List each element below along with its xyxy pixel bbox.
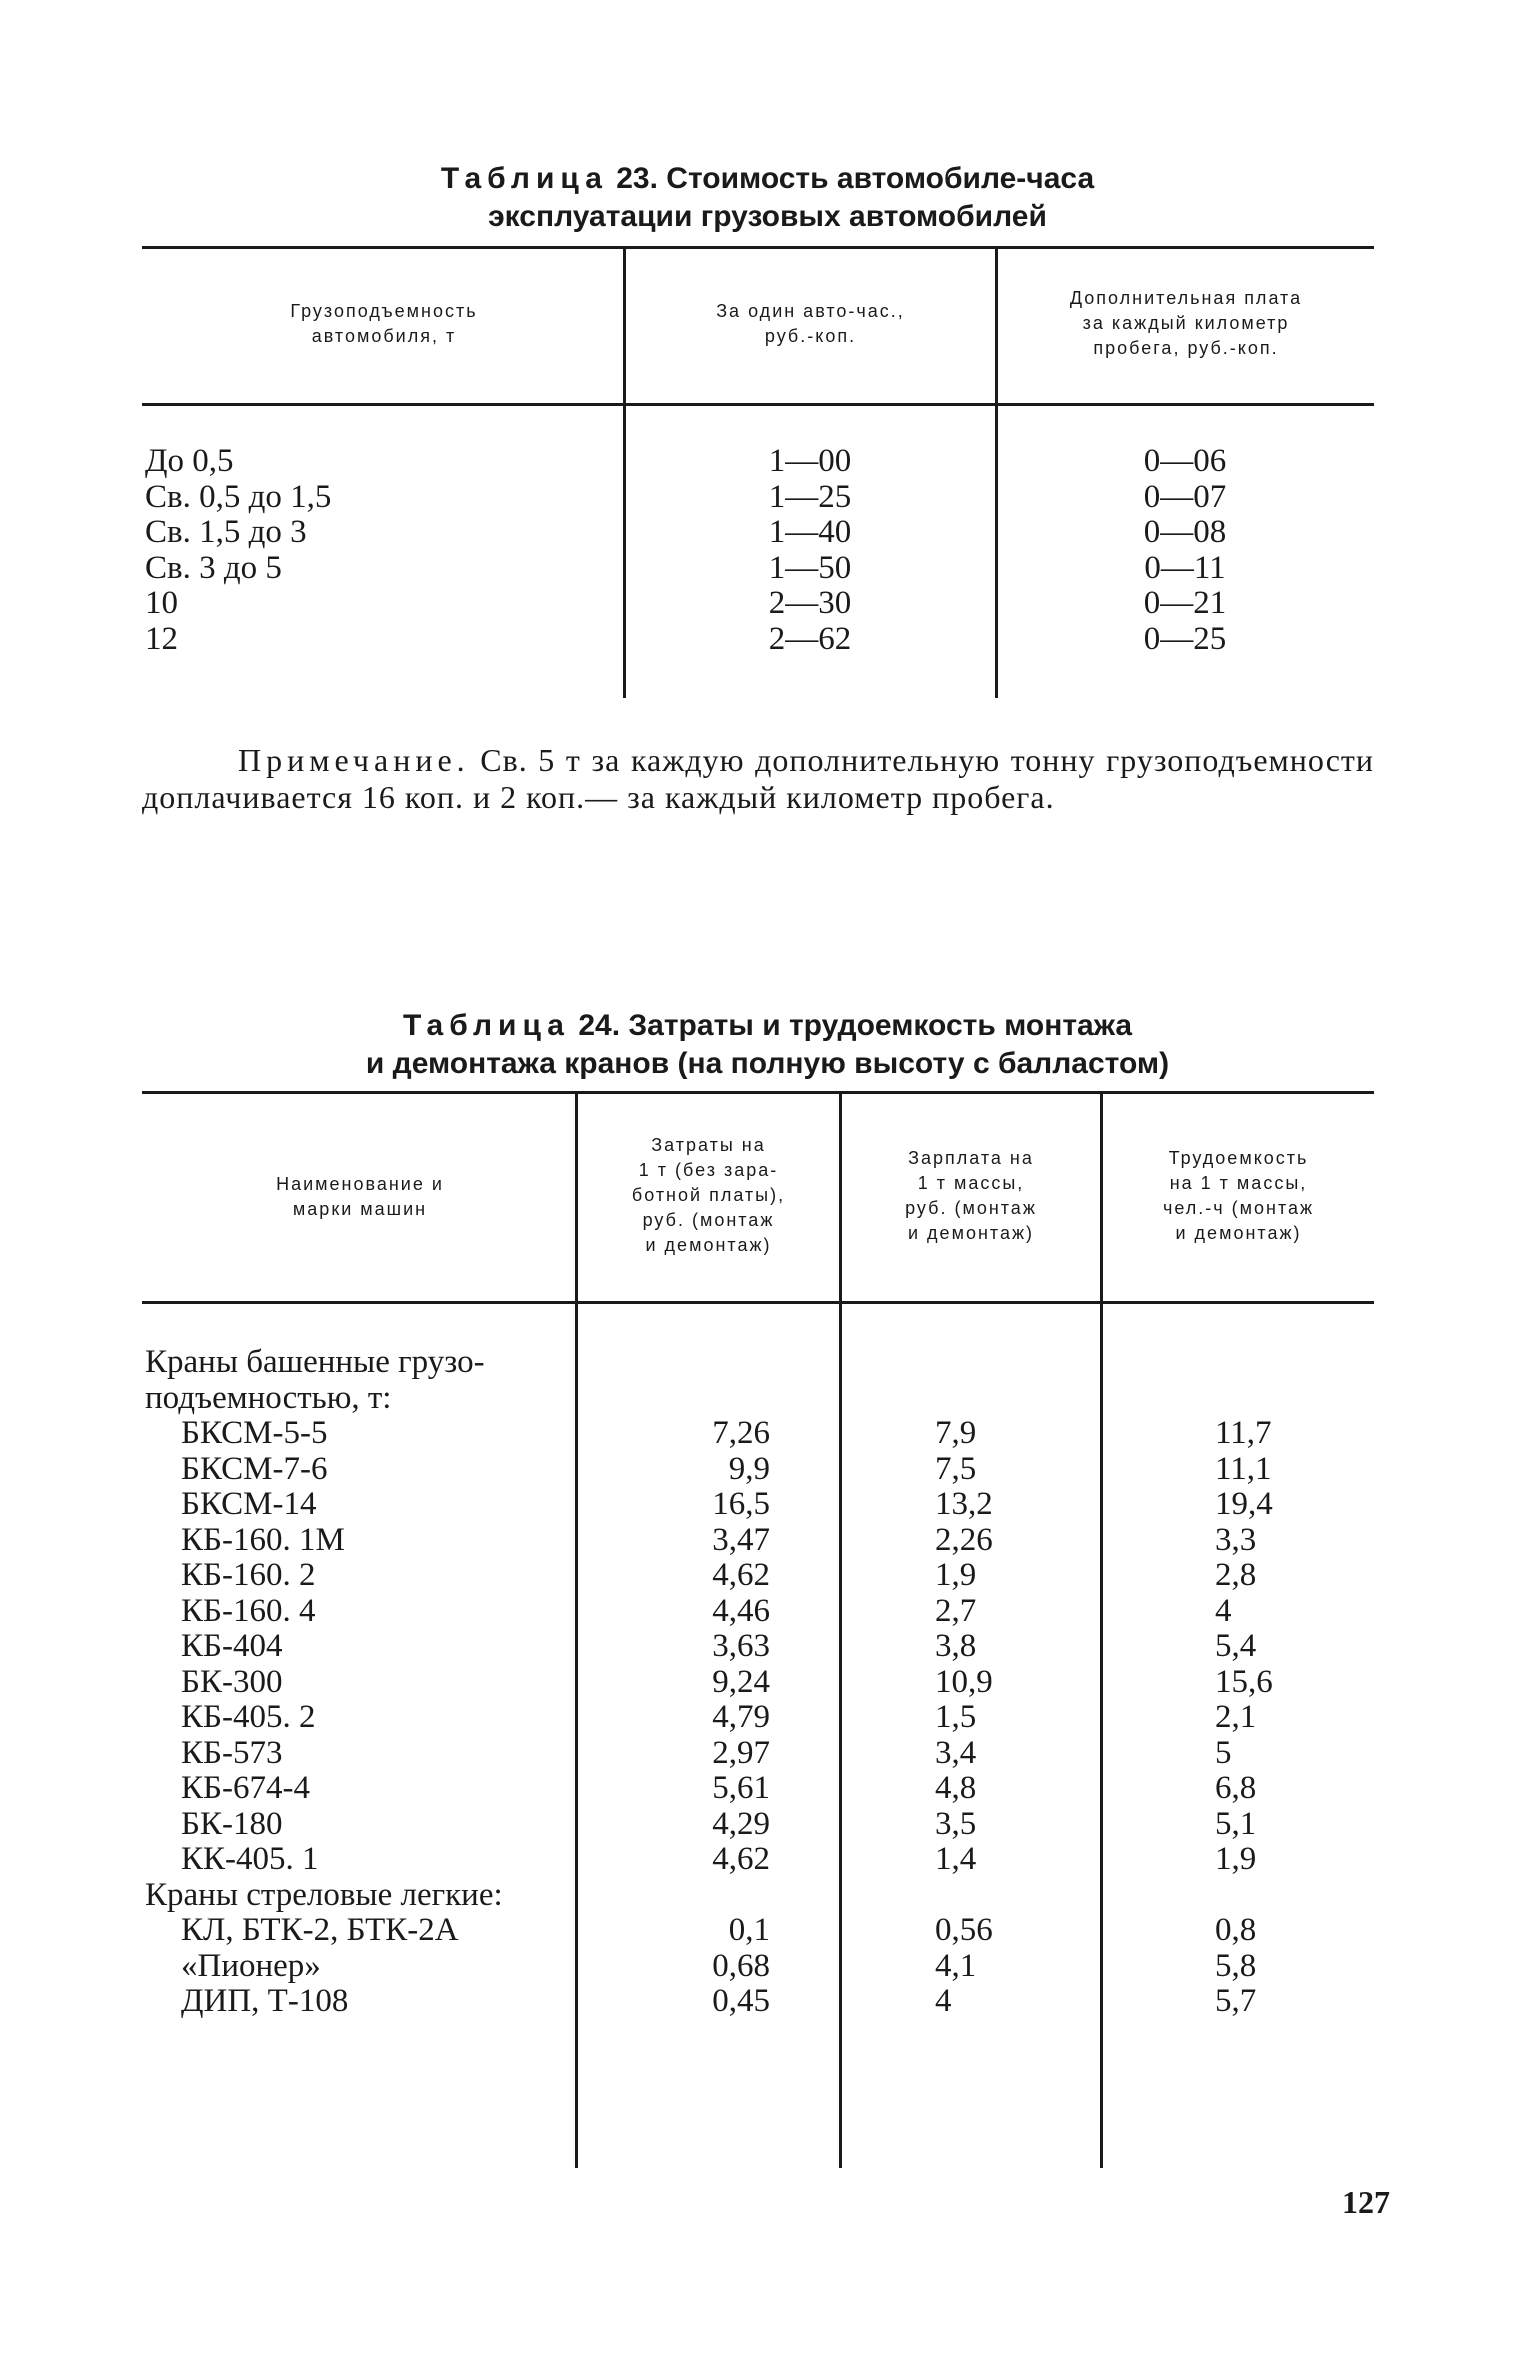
table24-cell-labor: [1215, 1381, 1345, 1417]
table24-cell-labor: 0,8: [1215, 1912, 1257, 1948]
table24-cell-name: КБ-674-4: [181, 1770, 310, 1806]
table24-col-cost: [640, 1345, 770, 2020]
table24-caption-line1: 24. Затраты и трудоемкость монтажа: [578, 1009, 1133, 1042]
table24-cell-labor: 4: [1215, 1592, 1232, 1629]
table23-cell-per-km: 0—08: [1143, 514, 1227, 550]
table23-note: [142, 742, 1374, 816]
table24-cell-wage: 1,4: [935, 1841, 977, 1877]
table24-cell-cost: 16,5: [712, 1486, 770, 1522]
table23-header-per-hour: За один авто-час., руб.-коп.: [716, 301, 905, 346]
table24-cell-name: КБ-160. 4: [181, 1592, 316, 1629]
table24-cell-cost: 5,61: [712, 1770, 770, 1806]
note-label: Примечание.: [238, 742, 470, 778]
table23-col-per-hour: [680, 444, 940, 657]
table23-cell-capacity: До 0,5: [145, 443, 234, 479]
table23-cell-per-hour: 1—00: [768, 443, 852, 479]
table23-cell-per-hour: 2—62: [768, 620, 852, 657]
table24-cell-name: «Пионер»: [181, 1947, 321, 1984]
table23-label: Таблица: [440, 162, 608, 195]
table24-cell-name: БКСМ-7-6: [181, 1450, 328, 1487]
table24-cell-cost: 9,24: [712, 1663, 770, 1700]
table24-label: Таблица: [402, 1009, 570, 1042]
table24-cell-labor: [1215, 1345, 1345, 1381]
table24-cell-name: подъемностью, т:: [145, 1379, 392, 1416]
table24-cell-name: КБ-404: [181, 1628, 283, 1664]
table24-cell-cost: 0,45: [712, 1983, 770, 2019]
table24-cell-name: КБ-405. 2: [181, 1699, 316, 1735]
table24-header-name: Наименование и марки машин: [276, 1174, 444, 1219]
table24-cell-wage: [935, 1878, 1065, 1914]
table24-caption-line2: и демонтажа кранов (на полную высоту с балластом): [365, 1047, 1170, 1080]
table23-caption-line1: 23. Стоимость автомобиле-часа: [616, 162, 1095, 195]
table24-cell-wage: 13,2: [935, 1486, 993, 1522]
table24-col-wage: [935, 1345, 1065, 2020]
table24-cell-wage: 3,5: [935, 1805, 977, 1842]
table23-cell-capacity: Св. 1,5 до 3: [145, 514, 307, 550]
page-number: 127: [1342, 2184, 1390, 2220]
table24-cell-wage: 1,9: [935, 1557, 977, 1593]
table24-cell-wage: 3,4: [935, 1734, 977, 1771]
table24-cell-wage: 2,26: [935, 1521, 993, 1558]
table24-cell-name: КБ-160. 1М: [181, 1521, 345, 1558]
table23-cell-capacity: 12: [145, 620, 178, 657]
table23-cell-per-hour: 1—50: [768, 549, 852, 586]
table24-cell-wage: 4,8: [935, 1770, 977, 1806]
table24-cell-labor: 19,4: [1215, 1486, 1273, 1522]
table24-cell-cost: 0,1: [728, 1912, 770, 1948]
table24-cell-labor: 3,3: [1215, 1521, 1257, 1558]
table24-cell-cost: 9,9: [728, 1450, 770, 1487]
table24-cell-wage: 4: [935, 1983, 952, 2019]
table23-cell-per-km: 0—25: [1143, 620, 1227, 657]
table24-cell-name: Краны стреловые легкие:: [145, 1876, 503, 1913]
table24-cell-cost: [640, 1878, 770, 1914]
table24-cell-cost: 4,46: [712, 1592, 770, 1629]
table23-cell-per-km: 0—06: [1143, 443, 1227, 479]
table24-cell-cost: 0,68: [712, 1947, 770, 1984]
table23-cell-capacity: 10: [145, 585, 178, 621]
table24-cell-cost: [640, 1345, 770, 1381]
table24-cell-cost: 7,26: [712, 1415, 770, 1451]
table24-cell-cost: 4,29: [712, 1805, 770, 1842]
table24-cell-name: БКСМ-5-5: [181, 1415, 328, 1451]
table24-cell-cost: 4,79: [712, 1699, 770, 1735]
table24-cell-wage: 1,5: [935, 1699, 977, 1735]
table24-cell-cost: [640, 1381, 770, 1417]
table24-header-wage: Зарплата на 1 т массы, руб. (монтаж и демонтаж): [905, 1148, 1037, 1243]
table24-cell-cost: 3,63: [712, 1628, 770, 1664]
table24-cell-name: КБ-573: [181, 1734, 283, 1771]
table24-cell-cost: 4,62: [712, 1557, 770, 1593]
table24-cell-wage: 7,5: [935, 1450, 977, 1487]
table24-cell-name: КБ-160. 2: [181, 1557, 316, 1593]
table24-header-cost: Затраты на 1 т (без зара- ботной платы), руб. (монтаж и демонтаж): [631, 1135, 786, 1255]
table23-cell-per-hour: 1—25: [768, 478, 852, 515]
table23-cell-capacity: Св. 0,5 до 1,5: [145, 478, 332, 515]
table24-cell-name: БК-300: [181, 1663, 283, 1700]
table23-cell-per-km: 0—07: [1143, 478, 1227, 515]
table24-cell-name: КК-405. 1: [181, 1841, 319, 1877]
table23-cell-per-hour: 1—40: [768, 514, 852, 550]
table24-top-rule: [142, 1091, 1374, 1094]
table24-cell-name: БК-180: [181, 1805, 283, 1842]
table24-cell-wage: 2,7: [935, 1592, 977, 1629]
table24-cell-wage: 0,56: [935, 1912, 993, 1948]
table24-col-labor: [1215, 1345, 1345, 2020]
table23-caption: [0, 160, 1535, 236]
table23-col-capacity: [145, 444, 615, 657]
table23-cell-capacity: Св. 3 до 5: [145, 549, 282, 586]
table24-cell-labor: 2,8: [1215, 1557, 1257, 1593]
table24-cell-cost: 3,47: [712, 1521, 770, 1558]
table23-caption-line2: эксплуатации грузовых автомобилей: [488, 200, 1047, 233]
table23-col-per-km: [1055, 444, 1315, 657]
table23-header-capacity: Грузоподъемность автомобиля, т: [290, 301, 478, 346]
table24-cell-cost: 2,97: [712, 1734, 770, 1771]
table24-header-rule: [142, 1301, 1374, 1304]
table24-cell-wage: 7,9: [935, 1415, 977, 1451]
table24-caption: [0, 1007, 1535, 1083]
table23-cell-per-km: 0—11: [1144, 549, 1226, 586]
table24-cell-labor: 5,1: [1215, 1805, 1257, 1842]
table24-cell-labor: 1,9: [1215, 1841, 1257, 1877]
table24-header-labor: Трудоемкость на 1 т массы, чел.-ч (монтаж и демонтаж): [1162, 1148, 1315, 1243]
table23-cell-per-hour: 2—30: [768, 585, 852, 621]
table24-cell-labor: 5: [1215, 1734, 1232, 1771]
table23-header-per-km: Дополнительная плата за каждый километр пробега, руб.-коп.: [1069, 288, 1303, 358]
table24-cell-labor: 2,1: [1215, 1699, 1257, 1735]
table24-cell-labor: 5,4: [1215, 1628, 1257, 1664]
note-text: Св. 5 т за каждую дополнительную тонну грузоподъемности доплачивается 16 коп. и 2 коп.— за каждый километр пробега.: [142, 742, 1375, 815]
table24-cell-labor: 15,6: [1215, 1663, 1273, 1700]
table24-cell-labor: 5,7: [1215, 1983, 1257, 2019]
table24-cell-name: КЛ, БТК-2, БТК-2А: [181, 1912, 459, 1948]
table24-cell-name: ДИП, Т-108: [181, 1983, 349, 2019]
table24-col-divider-2: [839, 1094, 842, 2168]
table24-cell-labor: 11,1: [1215, 1450, 1272, 1487]
table24-cell-cost: 4,62: [712, 1841, 770, 1877]
table24-cell-labor: 6,8: [1215, 1770, 1257, 1806]
table24-cell-wage: 4,1: [935, 1947, 977, 1984]
table23-top-rule: [142, 246, 1374, 249]
table24-cell-wage: [935, 1345, 1065, 1381]
table23-cell-per-km: 0—21: [1143, 585, 1227, 621]
table24-cell-name: Краны башенные грузо-: [145, 1344, 485, 1380]
table24-cell-wage: 10,9: [935, 1663, 993, 1700]
table24-cell-labor: 5,8: [1215, 1947, 1257, 1984]
table24-cell-wage: [935, 1381, 1065, 1417]
table24-cell-wage: 3,8: [935, 1628, 977, 1664]
table24-cell-name: БКСМ-14: [181, 1486, 317, 1522]
table24-col-name: [145, 1345, 570, 2020]
table24-cell-labor: 11,7: [1215, 1415, 1272, 1451]
table24-cell-labor: [1215, 1878, 1345, 1914]
table24-col-divider-3: [1100, 1094, 1103, 2168]
table23-header-rule: [142, 403, 1374, 406]
